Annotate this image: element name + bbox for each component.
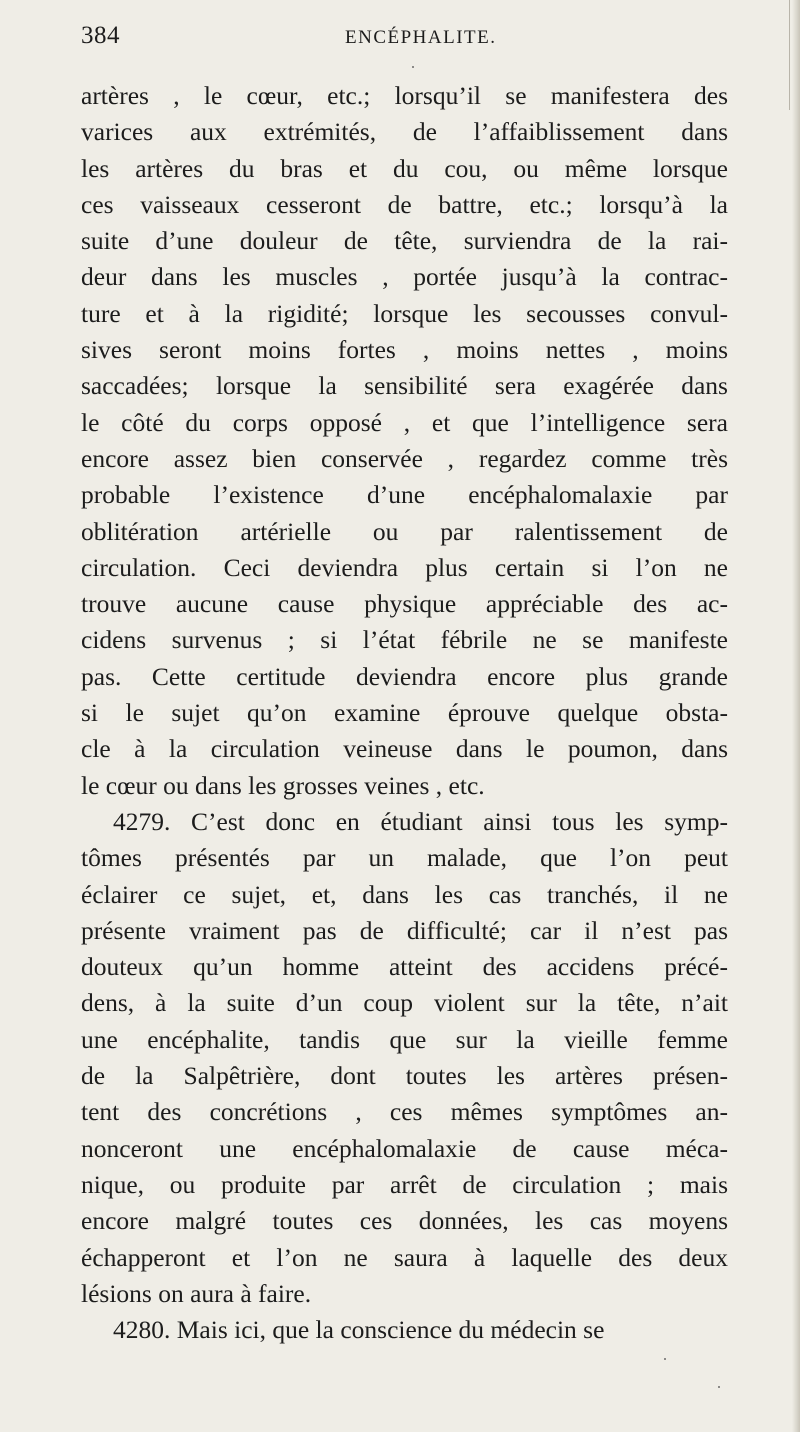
text-line: suite d’une douleur de tête, surviendra de la rai- — [81, 226, 728, 256]
text-line: artères , le cœur, etc.; lorsqu’il se manifestera des — [81, 81, 728, 110]
text-line: deur dans les muscles , portée jusqu’à la contrac- — [81, 262, 728, 292]
text-line: présente vraiment pas de difficulté; car il n’est pas — [81, 915, 728, 945]
text-line: douteux qu’un homme atteint des accidens précé- — [81, 952, 728, 982]
text-line: nique, ou produite par arrêt de circulation ; mais — [81, 1169, 728, 1199]
text-line: de la Salpêtrière, dont toutes les artères présen- — [81, 1061, 728, 1091]
text-line: les artères du bras et du cou, ou même lorsque — [81, 153, 728, 183]
running-head: ENCÉPHALITE. — [345, 27, 497, 48]
text-line: tent des concrétions , ces mêmes symptômes an- — [81, 1097, 728, 1127]
text-line: le cœur ou dans les grosses veines , etc. — [81, 770, 485, 800]
text-line: probable l’existence d’une encéphalomalaxie par — [81, 480, 728, 510]
body-text — [81, 78, 728, 1348]
text-line: ture et à la rigidité; lorsque les secousses convul- — [81, 298, 728, 328]
paragraph-4280-start: 4280. Mais ici, que la conscience du médecin se — [113, 1315, 605, 1345]
text-line: si le sujet qu’on examine éprouve quelque obsta- — [81, 698, 728, 728]
text-line: pas. Cette certitude deviendra encore plus grande — [81, 661, 728, 691]
text-line: cidens survenus ; si l’état fébrile ne se manifeste — [81, 625, 728, 655]
text-line: le côté du corps opposé , et que l’intelligence sera — [81, 407, 728, 437]
page-header — [81, 16, 721, 56]
page-number: 384 — [81, 22, 120, 49]
paragraph-4279-start: 4279. C’est donc en étudiant ainsi tous les symp- — [113, 806, 728, 836]
text-line: saccadées; lorsque la sensibilité sera exagérée dans — [81, 371, 728, 401]
text-line: encore assez bien conservée , regardez comme très — [81, 443, 728, 473]
print-speck — [664, 1358, 666, 1360]
text-line: encore malgré toutes ces données, les cas moyens — [81, 1206, 728, 1236]
text-line: cle à la circulation veineuse dans le poumon, dans — [81, 734, 728, 764]
page-edge-line — [789, 0, 790, 110]
text-line: une encéphalite, tandis que sur la vieille femme — [81, 1024, 728, 1054]
text-line: dens, à la suite d’un coup violent sur la tête, n’ait — [81, 988, 728, 1018]
text-line: échapperont et l’on ne saura à laquelle des deux — [81, 1242, 728, 1272]
print-speck — [412, 66, 414, 68]
page-edge-shadow — [792, 0, 800, 1432]
text-line: nonceront une encéphalomalaxie de cause méca- — [81, 1133, 728, 1163]
text-line: lésions on aura à faire. — [81, 1278, 312, 1308]
text-line: circulation. Ceci deviendra plus certain si l’on ne — [81, 552, 728, 582]
text-line: tômes présentés par un malade, que l’on peut — [81, 843, 728, 873]
text-line: oblitération artérielle ou par ralentissement de — [81, 516, 728, 546]
text-line: éclairer ce sujet, et, dans les cas tranchés, il ne — [81, 879, 728, 909]
print-speck — [718, 1386, 720, 1388]
text-line: varices aux extrémités, de l’affaiblissement dans — [81, 117, 728, 147]
text-line: ces vaisseaux cesseront de battre, etc.; lorsqu’à la — [81, 189, 728, 219]
text-line: trouve aucune cause physique appréciable des ac- — [81, 589, 728, 619]
text-line: sives seront moins fortes , moins nettes , moins — [81, 335, 728, 365]
